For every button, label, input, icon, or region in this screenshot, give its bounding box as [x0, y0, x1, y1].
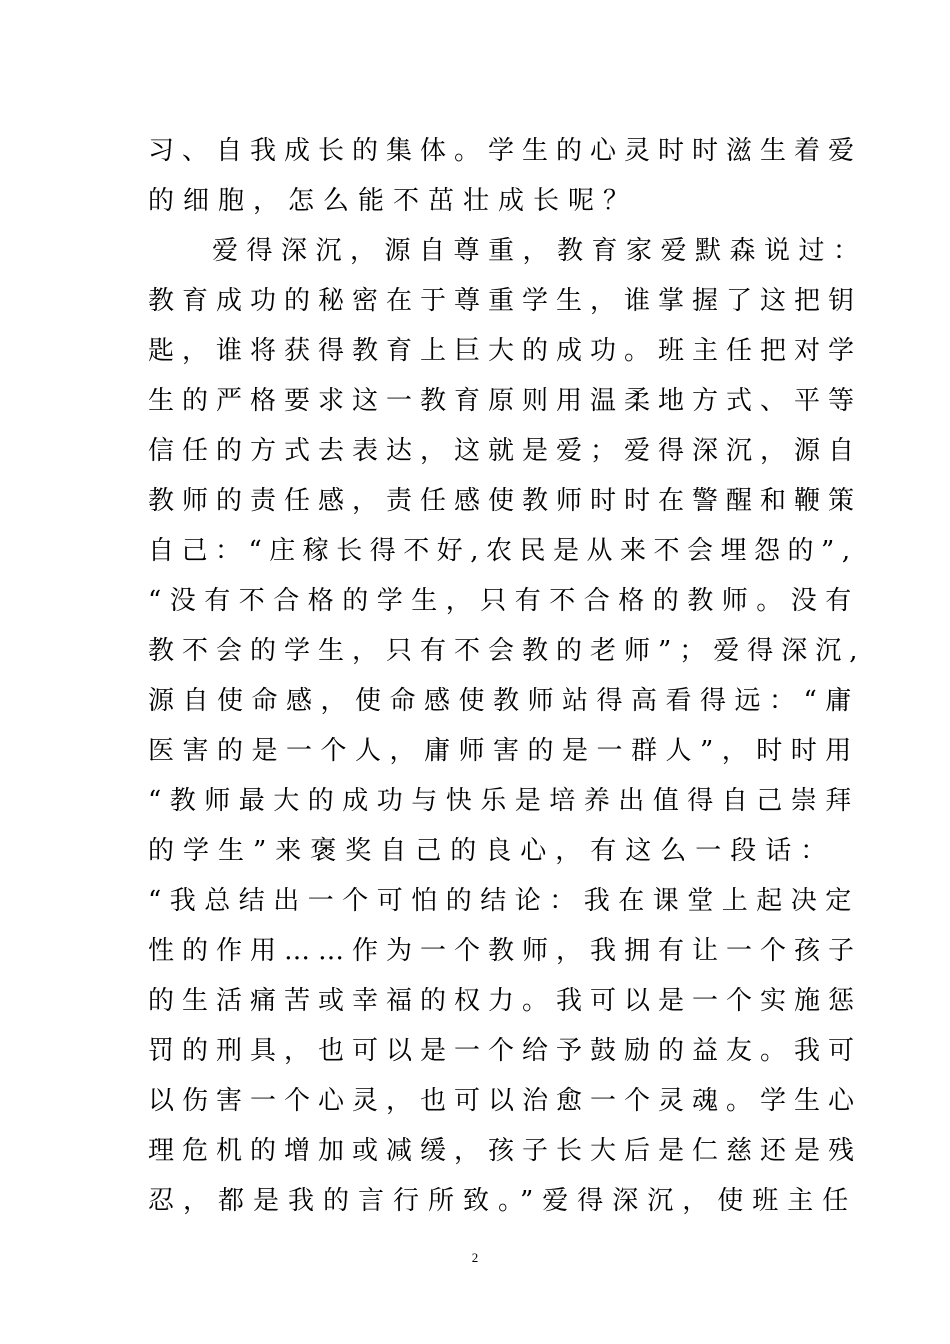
page-number: 2 [471, 1250, 479, 1265]
text-line: 医害的是一个人，庸师害的是一群人”，时时用 [148, 736, 860, 766]
text-line: 罚的刑具，也可以是一个给予鼓励的益友。我可 [148, 1036, 863, 1066]
text-line: 习、自我成长的集体。学生的心灵时时滋生着爱 [148, 136, 863, 166]
text-line: 生的严格要求这一教育原则用温柔地方式、平等 [148, 386, 863, 416]
body-text [148, 126, 868, 1226]
text-line: 性的作用……作为一个教师，我拥有让一个孩子 [148, 936, 863, 966]
text-line: 理危机的增加或减缓，孩子长大后是仁慈还是残 [148, 1136, 863, 1166]
text-line: 教育成功的秘密在于尊重学生，谁掌握了这把钥 [148, 286, 863, 316]
text-line: 教不会的学生，只有不会教的老师”；爱得深沉, [148, 636, 866, 666]
text-line: 匙，谁将获得教育上巨大的成功。班主任把对学 [148, 336, 863, 366]
text-line: “教师最大的成功与快乐是培养出值得自己崇拜 [148, 786, 860, 816]
text-line: 信任的方式去表达，这就是爱；爱得深沉，源自 [148, 436, 863, 466]
text-line: 以伤害一个心灵，也可以治愈一个灵魂。学生心 [148, 1086, 863, 1116]
text-line: 爱得深沉，源自尊重，教育家爱默森说过： [212, 236, 868, 266]
text-line: 自己：“庄稼长得不好,农民是从来不会埋怨的”, [148, 536, 858, 566]
text-line: “我总结出一个可怕的结论：我在课堂上起决定 [148, 886, 860, 916]
text-line: 的细胞，怎么能不茁壮成长呢？ [148, 186, 639, 216]
text-line: 教师的责任感，责任感使教师时时在警醒和鞭策 [148, 486, 863, 516]
text-line: 源自使命感，使命感使教师站得高看得远：“庸 [148, 686, 860, 716]
text-line: 忍，都是我的言行所致。”爱得深沉，使班主任 [148, 1186, 858, 1216]
text-line: “没有不合格的学生，只有不合格的教师。没有 [148, 586, 860, 616]
text-line: 的学生”来褒奖自己的良心，有这么一段话： [148, 836, 836, 866]
text-line: 的生活痛苦或幸福的权力。我可以是一个实施惩 [148, 986, 863, 1016]
